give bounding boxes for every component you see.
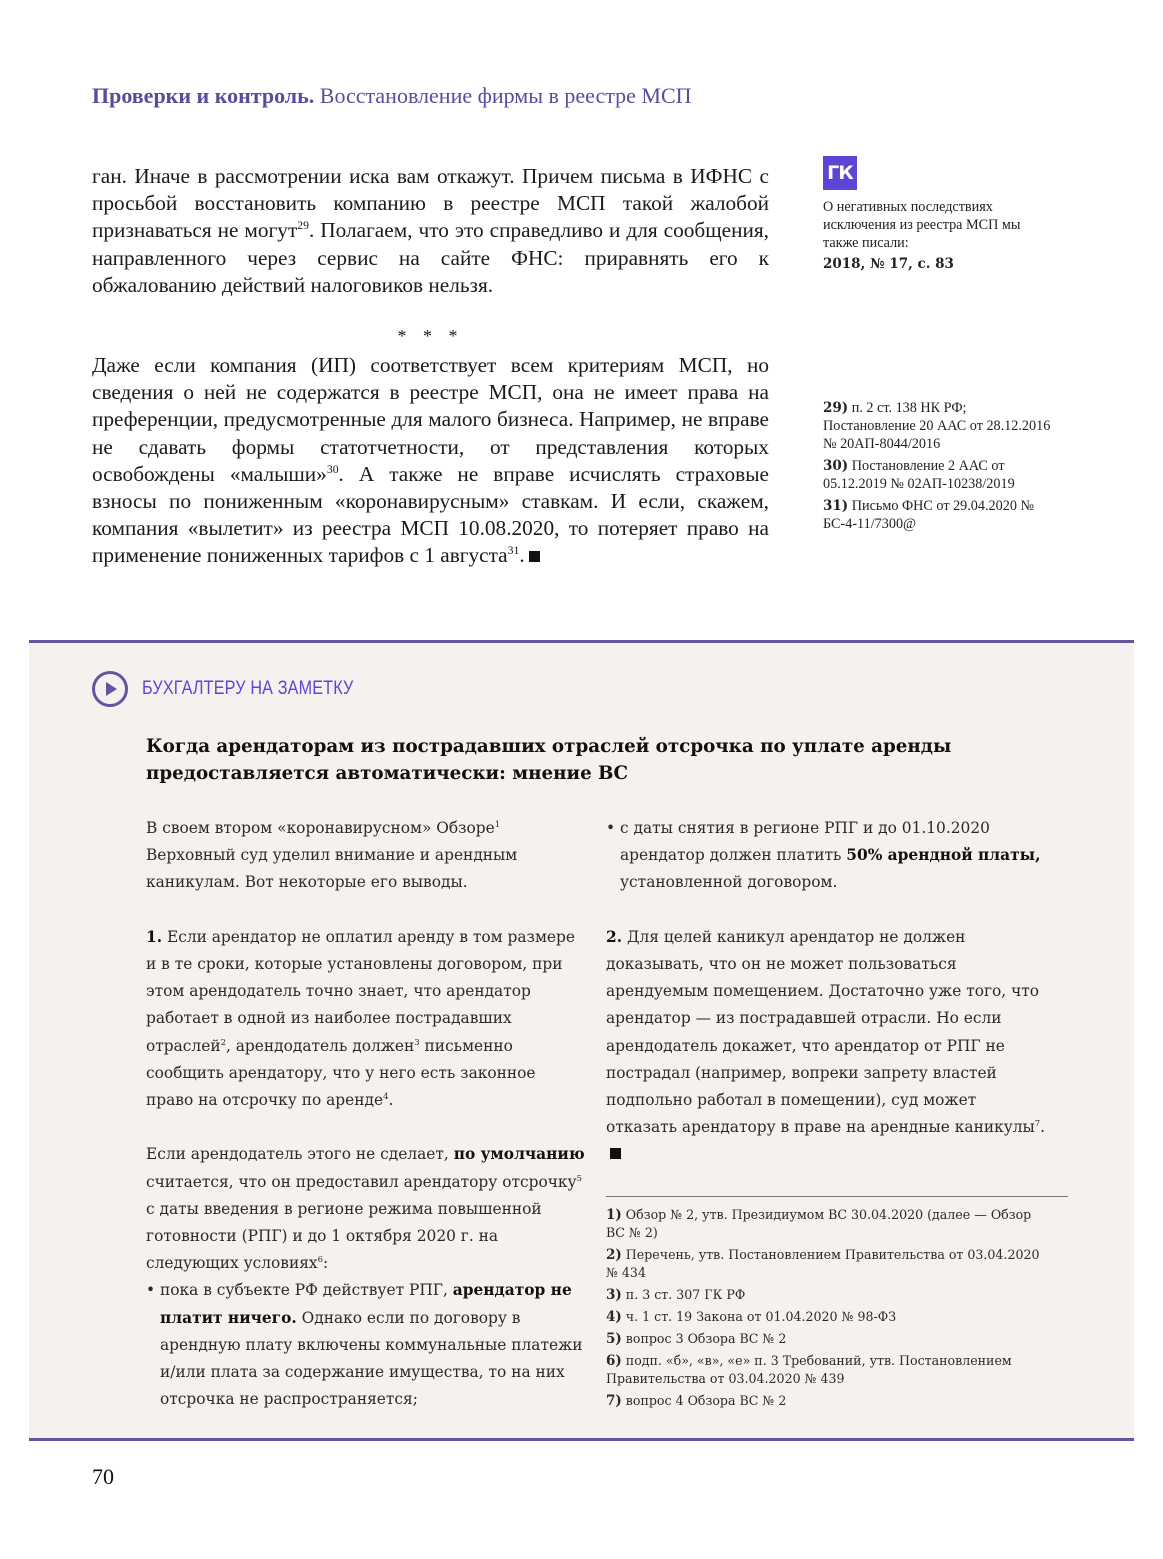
note-title: Когда арендаторам из пострадавших отраслей отсрочка по уплате аренды предоставляется автоматически: мнение ВС — [146, 736, 952, 784]
article-title: Восстановление фирмы в реестре МСП — [319, 83, 692, 108]
footnote-number: 31) — [823, 498, 849, 514]
accountant-note-box — [29, 640, 1134, 1441]
bold-text: по умолчанию — [453, 1145, 585, 1164]
footnote-number: 5) — [606, 1331, 622, 1347]
footnote-item — [606, 1286, 1046, 1304]
text: ган. Иначе в рассмотрении иска вам откажут. Причем письма в ИФНС с просьбой восстановить компанию в реестре МСП такой жалобой признаваться не могут — [92, 164, 769, 243]
footnote-text: Письмо ФНС от 29.04.2020 № БС-4-11/7300@ — [823, 498, 1035, 532]
footnote-number: 30) — [823, 458, 849, 474]
point-2-paragraph — [606, 924, 1046, 1169]
intro-paragraph — [146, 815, 586, 897]
end-mark-icon — [529, 551, 540, 562]
text: Верховный суд уделил внимание и арендным каникулам. Вот некоторые его выводы. — [146, 846, 518, 892]
footnote-text: ч. 1 ст. 19 Закона от 01.04.2020 № 98-ФЗ — [625, 1309, 897, 1324]
side-note-text: О негативных последствиях исключения из реестра МСП мы также писали: — [823, 199, 1021, 251]
text: Даже если компания (ИП) соответствует всем критериям МСП, но сведения о ней не содержатся в реестре МСП, она не имеет права на преференции, предусмотренные для малого бизнеса. Например, не вправе не сдавать формы статотчетности, от представления которых освобождены «малыши» — [92, 353, 769, 486]
body-paragraph-1 — [92, 163, 769, 299]
running-head — [92, 83, 692, 109]
play-icon — [92, 671, 128, 707]
text: письменно сообщить арендатору, что у него есть законное право на отсрочку по аренде — [146, 1036, 536, 1110]
footnote-number: 7) — [606, 1393, 622, 1409]
note-header — [92, 671, 391, 707]
footnote-ref[interactable]: 4 — [383, 1090, 389, 1101]
text: , арендодатель должен — [225, 1036, 415, 1055]
page-number: 70 — [92, 1464, 114, 1489]
text: Однако если по договору в арендную плату включены коммунальные платежи и/или плата за содержание имущества, то на них отсрочка не распространяется; — [160, 1308, 583, 1409]
side-note — [823, 156, 1043, 273]
footnote-item — [823, 399, 1053, 453]
footnotes-sidebar — [823, 399, 1053, 537]
text: установленной договором. — [620, 873, 838, 892]
bold-text: 50% арендной платы, — [846, 846, 1041, 865]
end-mark-icon — [610, 1148, 621, 1159]
footnote-ref[interactable]: 1 — [494, 818, 501, 829]
footnote-text: Перечень, утв. Постановлением Правительства от 03.04.2020 № 434 — [606, 1247, 1040, 1280]
point-number: 2. — [606, 927, 623, 946]
text: Для целей каникул арендатор не должен доказывать, что он не может пользоваться арендуемым помещением. Достаточно уже того, что арендатор — из пострадавшей отрасли. Но если арендодатель докажет, что арендатор от РПГ не пострадал (например, вопреки запрету властей подпольно работал в помещении), суд может отказать арендатору в праве на арендные каникулы — [606, 927, 1040, 1137]
footnote-text: Постановление 2 ААС от 05.12.2019 № 02АП-10238/2019 — [823, 458, 1015, 492]
text: . Полагаем, что это справедливо и для сообщения, направленного через сервис на сайте ФНС: приравнять его к обжалованию действий налоговиков нельзя. — [92, 218, 769, 297]
bullet-item — [606, 815, 1046, 897]
footnote-number: 2) — [606, 1247, 622, 1263]
text: . — [519, 543, 525, 568]
footnote-text: вопрос 3 Обзора ВС № 2 — [625, 1331, 787, 1346]
footnote-ref[interactable]: 3 — [414, 1036, 420, 1047]
footnote-text: п. 3 ст. 307 ГК РФ — [625, 1287, 746, 1302]
default-paragraph — [146, 1141, 586, 1277]
footnote-item — [606, 1352, 1046, 1388]
point-1-paragraph — [146, 924, 586, 1114]
footnote-number: 3) — [606, 1287, 622, 1303]
footnote-item — [606, 1206, 1046, 1242]
text: Если арендодатель этого не сделает, — [146, 1145, 454, 1164]
gk-logo-icon: ГК — [823, 156, 857, 190]
note-column-right — [606, 815, 1046, 1169]
text: Если арендатор не оплатил аренду в том размере и в те сроки, которые установлены договором, при этом арендодатель точно знает, что арендатор работает в одной из наиболее пострадавших отраслей — [146, 927, 575, 1055]
point-number: 1. — [146, 927, 163, 946]
footnote-ref[interactable]: 30 — [326, 462, 339, 476]
footnote-ref[interactable]: 31 — [507, 544, 520, 558]
text: с даты снятия в регионе РПГ и до 01.10.2020 арендатор должен платить — [620, 819, 990, 865]
text: В своем втором «коронавирусном» Обзоре — [146, 819, 495, 837]
footnote-number: 6) — [606, 1353, 622, 1369]
footnote-text: подп. «б», «в», «е» п. 3 Требований, утв. Постановлением Правительства от 03.04.2020 № 439 — [606, 1353, 1012, 1386]
side-note-reference[interactable]: 2018, № 17, с. 83 — [823, 256, 954, 272]
text: . — [388, 1091, 394, 1110]
footnote-number: 29) — [823, 400, 849, 416]
note-column-left — [146, 815, 586, 1413]
note-footnotes — [606, 1206, 1046, 1414]
footnote-item — [823, 497, 1053, 533]
footnote-ref[interactable]: 5 — [576, 1172, 582, 1183]
footnote-item — [823, 457, 1053, 493]
footnote-number: 1) — [606, 1207, 622, 1223]
footnote-ref[interactable]: 6 — [317, 1254, 323, 1265]
footnote-item — [606, 1392, 1046, 1410]
bold-text: арендатор не платит ничего. — [160, 1281, 572, 1327]
footnote-item — [606, 1246, 1046, 1282]
footnotes-divider — [606, 1196, 1068, 1197]
footnote-number: 4) — [606, 1309, 622, 1325]
footnote-text: вопрос 4 Обзора ВС № 2 — [625, 1393, 787, 1408]
body-paragraph-2 — [92, 352, 769, 570]
footnote-item — [606, 1308, 1046, 1326]
text: : — [323, 1254, 329, 1273]
footnote-text: Обзор № 2, утв. Президиумом ВС 30.04.2020 (далее — Обзор ВС № 2) — [606, 1207, 1032, 1240]
footnote-ref[interactable]: 7 — [1034, 1118, 1041, 1129]
note-label: БУХГАЛТЕРУ НА ЗАМЕТКУ — [142, 678, 354, 699]
text: с даты введения в регионе режима повышенной готовности (РПГ) и до 1 октября 2020 г. на следующих условиях — [146, 1199, 542, 1273]
footnote-ref[interactable]: 2 — [220, 1036, 226, 1047]
bullet-item — [146, 1277, 586, 1413]
text: . — [1040, 1118, 1046, 1137]
footnote-ref[interactable]: 29 — [297, 219, 309, 233]
text: . А также не вправе исчислять страховые взносы по пониженным «коронавирусным» ставкам. И если, скажем, компания «вылетит» из реестра МСП 10.08.2020, то потеряет право на применение пониженных тарифов с 1 августа — [92, 461, 769, 568]
footnote-text: п. 2 ст. 138 НК РФ; Постановление 20 ААС от 28.12.2016 № 20АП-8044/2016 — [823, 400, 1051, 452]
text: считается, что он предоставил арендатору отсрочку — [146, 1172, 577, 1191]
footnote-item — [606, 1330, 1046, 1348]
section-separator: * * * — [397, 326, 464, 346]
text: пока в субъекте РФ действует РПГ, — [160, 1281, 453, 1300]
section-name: Проверки и контроль. — [92, 83, 315, 108]
